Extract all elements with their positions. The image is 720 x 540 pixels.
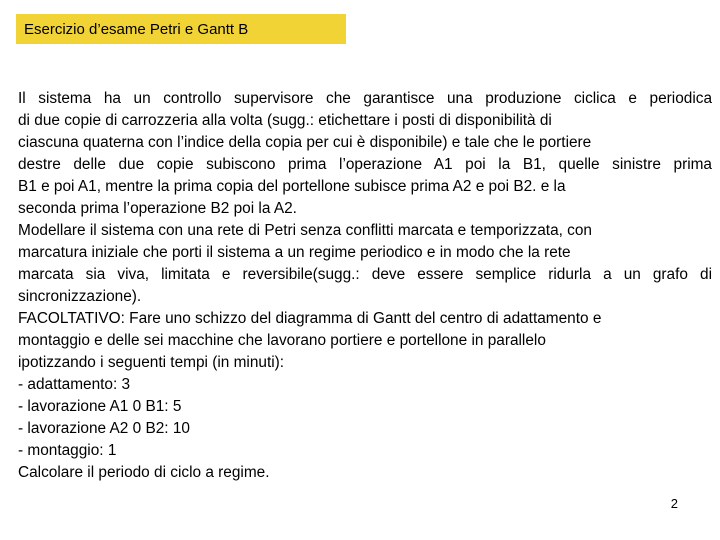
body-line: ipotizzando i seguenti tempi (in minuti): (18, 354, 285, 371)
page-number: 2 (670, 496, 678, 511)
body-line: FACOLTATIVO: Fare uno schizzo del diagramma di Gantt del centro di adattamento e (18, 310, 602, 327)
slide-title: Esercizio d’esame Petri e Gantt B (24, 20, 249, 38)
time-list-item: - adattamento: 3 (18, 376, 131, 393)
time-list-item: - montaggio: 1 (18, 442, 117, 459)
body-line: sincronizzazione). (18, 288, 142, 305)
body-line: destre delle due copie subiscono prima l’operazione A1 poi la B1, quelle sinistre prima (18, 156, 712, 173)
time-list-item: - lavorazione A2 0 B2: 10 (18, 420, 190, 437)
body-line: di due copie di carrozzeria alla volta (sugg.: etichettare i posti di disponibilità di (18, 112, 552, 129)
body-line: seconda prima l’operazione B2 poi la A2. (18, 200, 297, 217)
body-line: Il sistema ha un controllo supervisore che garantisce una produzione ciclica e periodica (18, 90, 712, 107)
body-line: Calcolare il periodo di ciclo a regime. (18, 464, 270, 481)
body-line: marcata sia viva, limitata e reversibile(sugg.: deve essere semplice ridurla a un grafo di (18, 266, 712, 283)
body-line: montaggio e delle sei macchine che lavorano portiere e portellone in parallelo (18, 332, 546, 349)
body-line: B1 e poi A1, mentre la prima copia del portellone subisce prima A2 e poi B2. e la (18, 178, 566, 195)
time-list-item: - lavorazione A1 0 B1: 5 (18, 398, 182, 415)
body-line: marcatura iniziale che porti il sistema a un regime periodico e in modo che la rete (18, 244, 571, 261)
exercise-body-text (18, 88, 712, 484)
body-line: ciascuna quaterna con l’indice della copia per cui è disponibile) e tale che le portiere (18, 134, 592, 151)
body-line: Modellare il sistema con una rete di Petri senza conflitti marcata e temporizzata, con (18, 222, 592, 239)
slide-title-banner (16, 14, 346, 44)
